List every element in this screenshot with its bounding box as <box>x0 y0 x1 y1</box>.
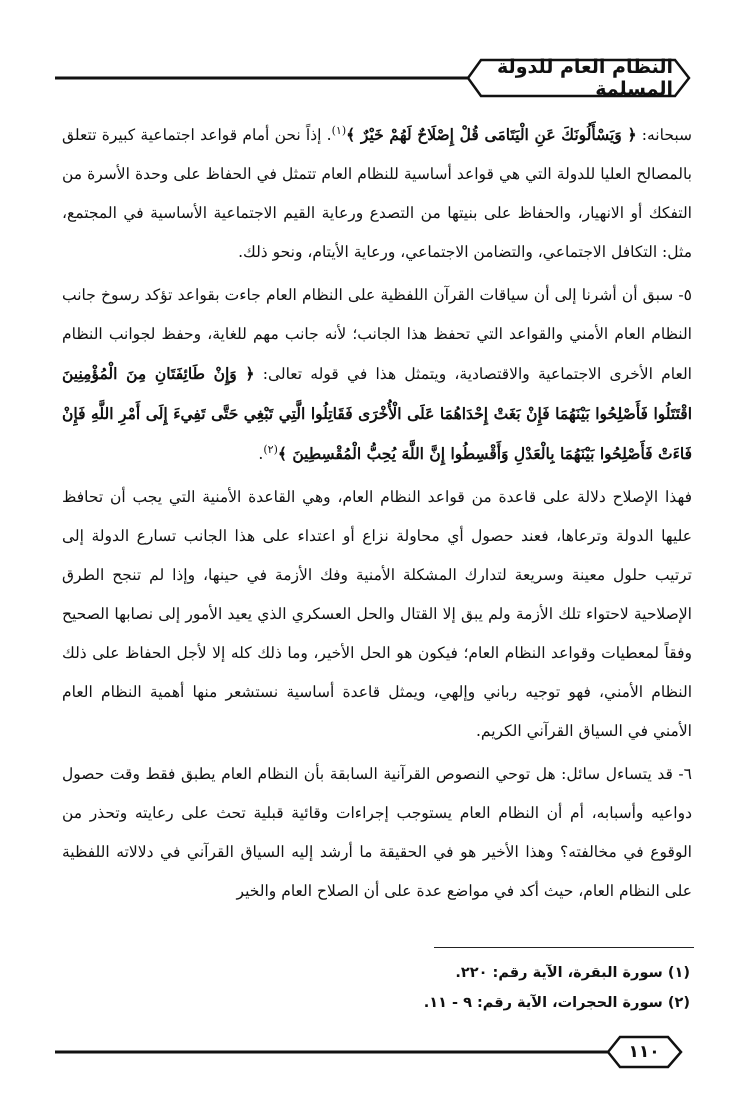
paragraph <box>62 276 692 474</box>
footnote-item <box>130 988 690 1018</box>
quran-verse: ﴿ وَيَسْأَلُونَكَ عَنِ الْيَتَامَى قُلْ إِصْلَاحٌ لَهُمْ خَيْرٌ ﴾ <box>346 125 637 144</box>
footnote-text: سورة البقرة، الآية رقم: ٢٢٠. <box>455 965 663 981</box>
paragraph <box>62 115 692 272</box>
running-header <box>55 56 691 100</box>
footnote-item <box>130 958 690 988</box>
header-title: النظام العام للدولة المسلمة <box>497 56 673 100</box>
footnote-number: (٢) <box>667 995 690 1011</box>
paragraph-text: . <box>258 445 264 463</box>
page-number: ١١٠ <box>628 1042 660 1062</box>
footnote-reference: (٢) <box>263 442 278 456</box>
page-body <box>62 115 692 911</box>
footnote-text: سورة الحجرات، الآية رقم: ٩ - ١١. <box>423 995 663 1011</box>
footnote-divider <box>434 947 694 948</box>
page-footer <box>55 1032 691 1072</box>
paragraph-text: ٦- قد يتساءل سائل: هل توحي النصوص القرآنية السابقة بأن النظام العام يطبق فقط وقت حصول دواعيه وأسبابه، أم أن النظام العام يستوجب إجراءات وقائية قبلية تحث على رعايته وتحذر من الوقوع في مخالفته؟ وهذا الأخير هو في الحقيقة ما أرشد إليه السياق القرآني في دلالاته اللفظية على النظام العام، حيث أكد في مواضع عدة على أن الصلاح العام والخير <box>62 765 692 900</box>
paragraph-text: فهذا الإصلاح دلالة على قاعدة من قواعد النظام العام، وهي القاعدة الأمنية التي يجب أن تحافظ عليها الدولة وترعاها، فعند حصول أي محاولة نزاع أو اعتداء على هذا الجانب تسارع الدولة إلى ترتيب حلول معينة وسريعة لتدارك المشكلة الأمنية وفك الأزمة في حينها، وإذا لم تنجح الطرق الإصلاحية لاحتواء تلك الأزمة ولم يبق إلا القتال والحل العسكري الذي يعيد الأمور إلى نصابها الصحيح وفقاً لمعطيات وقواعد النظام العام؛ فيكون هو الحل الأخير، وما ذلك كله إلا لأجل الحفاظ على ذلك النظام الأمني، فهو توجيه رباني وإلهي، ويمثل قاعدة أساسية نستشعر منها أهمية النظام العام الأمني في السياق القرآني الكريم. <box>62 488 692 740</box>
paragraph <box>62 478 692 751</box>
quran-verse: ﴿ وَإِنْ طَائِفَتَانِ مِنَ الْمُؤْمِنِينَ اقْتَتَلُوا فَأَصْلِحُوا بَيْنَهُمَا فَإِنْ بَغَتْ إِحْدَاهُمَا عَلَى الْأُخْرَى فَقَاتِلُوا الَّتِي تَبْغِي حَتَّى تَفِيءَ إِلَى أَمْرِ اللَّهِ فَإِنْ فَاءَتْ فَأَصْلِحُوا بَيْنَهُمَا بِالْعَدْلِ وَأَقْسِطُوا إِنَّ اللَّهَ يُحِبُّ الْمُقْسِطِينَ ﴾ <box>62 364 692 463</box>
footnote-number: (١) <box>667 965 690 981</box>
paragraph-text: . إذاً نحن أمام قواعد اجتماعية كبيرة تتعلق بالمصالح العليا للدولة التي هي قواعد أساسية للنظام العام تتمثل في الحفاظ على وحدة الأسرة من التفكك أو الانهيار، والحفاظ على بنيتها من التصدع ورعاية القيم الاجتماعية الأساسية في المجتمع، مثل: التكافل الاجتماعي، والتضامن الاجتماعي، ورعاية الأيتام، ونحو ذلك. <box>62 126 692 261</box>
paragraph <box>62 755 692 911</box>
footer-ornament <box>55 1032 691 1072</box>
footnotes <box>130 958 690 1018</box>
paragraph-text: سبحانه: <box>636 126 692 144</box>
footnote-reference: (١) <box>331 123 347 137</box>
paragraph-text: ٥- سبق أن أشرنا إلى أن سياقات القرآن اللفظية على النظام العام جاءت بقواعد تؤكد رسوخ جانب النظام العام الأمني والقواعد التي تحفظ هذا الجانب؛ لأنه جانب مهم للغاية، وحفظ لجوانب النظام العام الأخرى الاجتماعية والاقتصادية، ويتمثل هذا في قوله تعالى: <box>62 286 692 383</box>
